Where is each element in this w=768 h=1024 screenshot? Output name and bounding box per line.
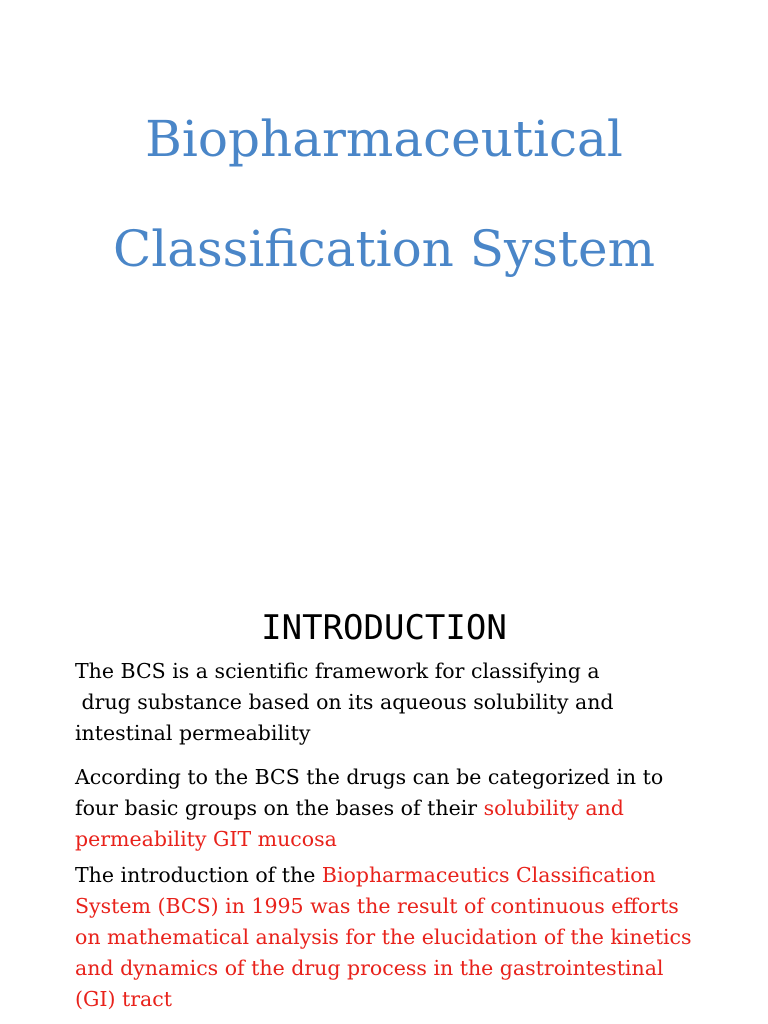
highlighted-text: Biopharmaceutics Classification <box>321 863 656 887</box>
paragraph-text: The introduction of the <box>75 863 322 887</box>
highlighted-text: solubility and <box>483 796 624 820</box>
paragraph-line: drug substance based on its aqueous solubility and <box>75 690 614 714</box>
section-heading: INTRODUCTION <box>261 608 507 648</box>
paragraph-text: four basic groups on the bases of their <box>75 796 484 820</box>
highlighted-text: (GI) tract <box>75 987 172 1011</box>
title-line-2: Classification System <box>112 220 656 278</box>
paragraph-line: The BCS is a scientific framework for classifying a <box>75 659 600 683</box>
paragraph-line <box>75 860 755 891</box>
paragraph-line: intestinal permeability <box>75 721 311 745</box>
paragraph-history <box>75 860 755 1015</box>
highlighted-text: and dynamics of the drug process in the gastrointestinal <box>75 956 664 980</box>
paragraph-line <box>75 793 755 824</box>
highlighted-text: System (BCS) in 1995 was the result of continuous efforts <box>75 894 679 918</box>
page-title <box>0 84 768 304</box>
title-line-1: Biopharmaceutical <box>145 110 623 168</box>
highlighted-text: permeability GIT mucosa <box>75 827 337 851</box>
highlighted-text: on mathematical analysis for the elucidation of the kinetics <box>75 925 692 949</box>
paragraph-categories <box>75 762 755 855</box>
paragraph-definition <box>75 656 755 749</box>
paragraph-line: According to the BCS the drugs can be categorized in to <box>75 765 664 789</box>
